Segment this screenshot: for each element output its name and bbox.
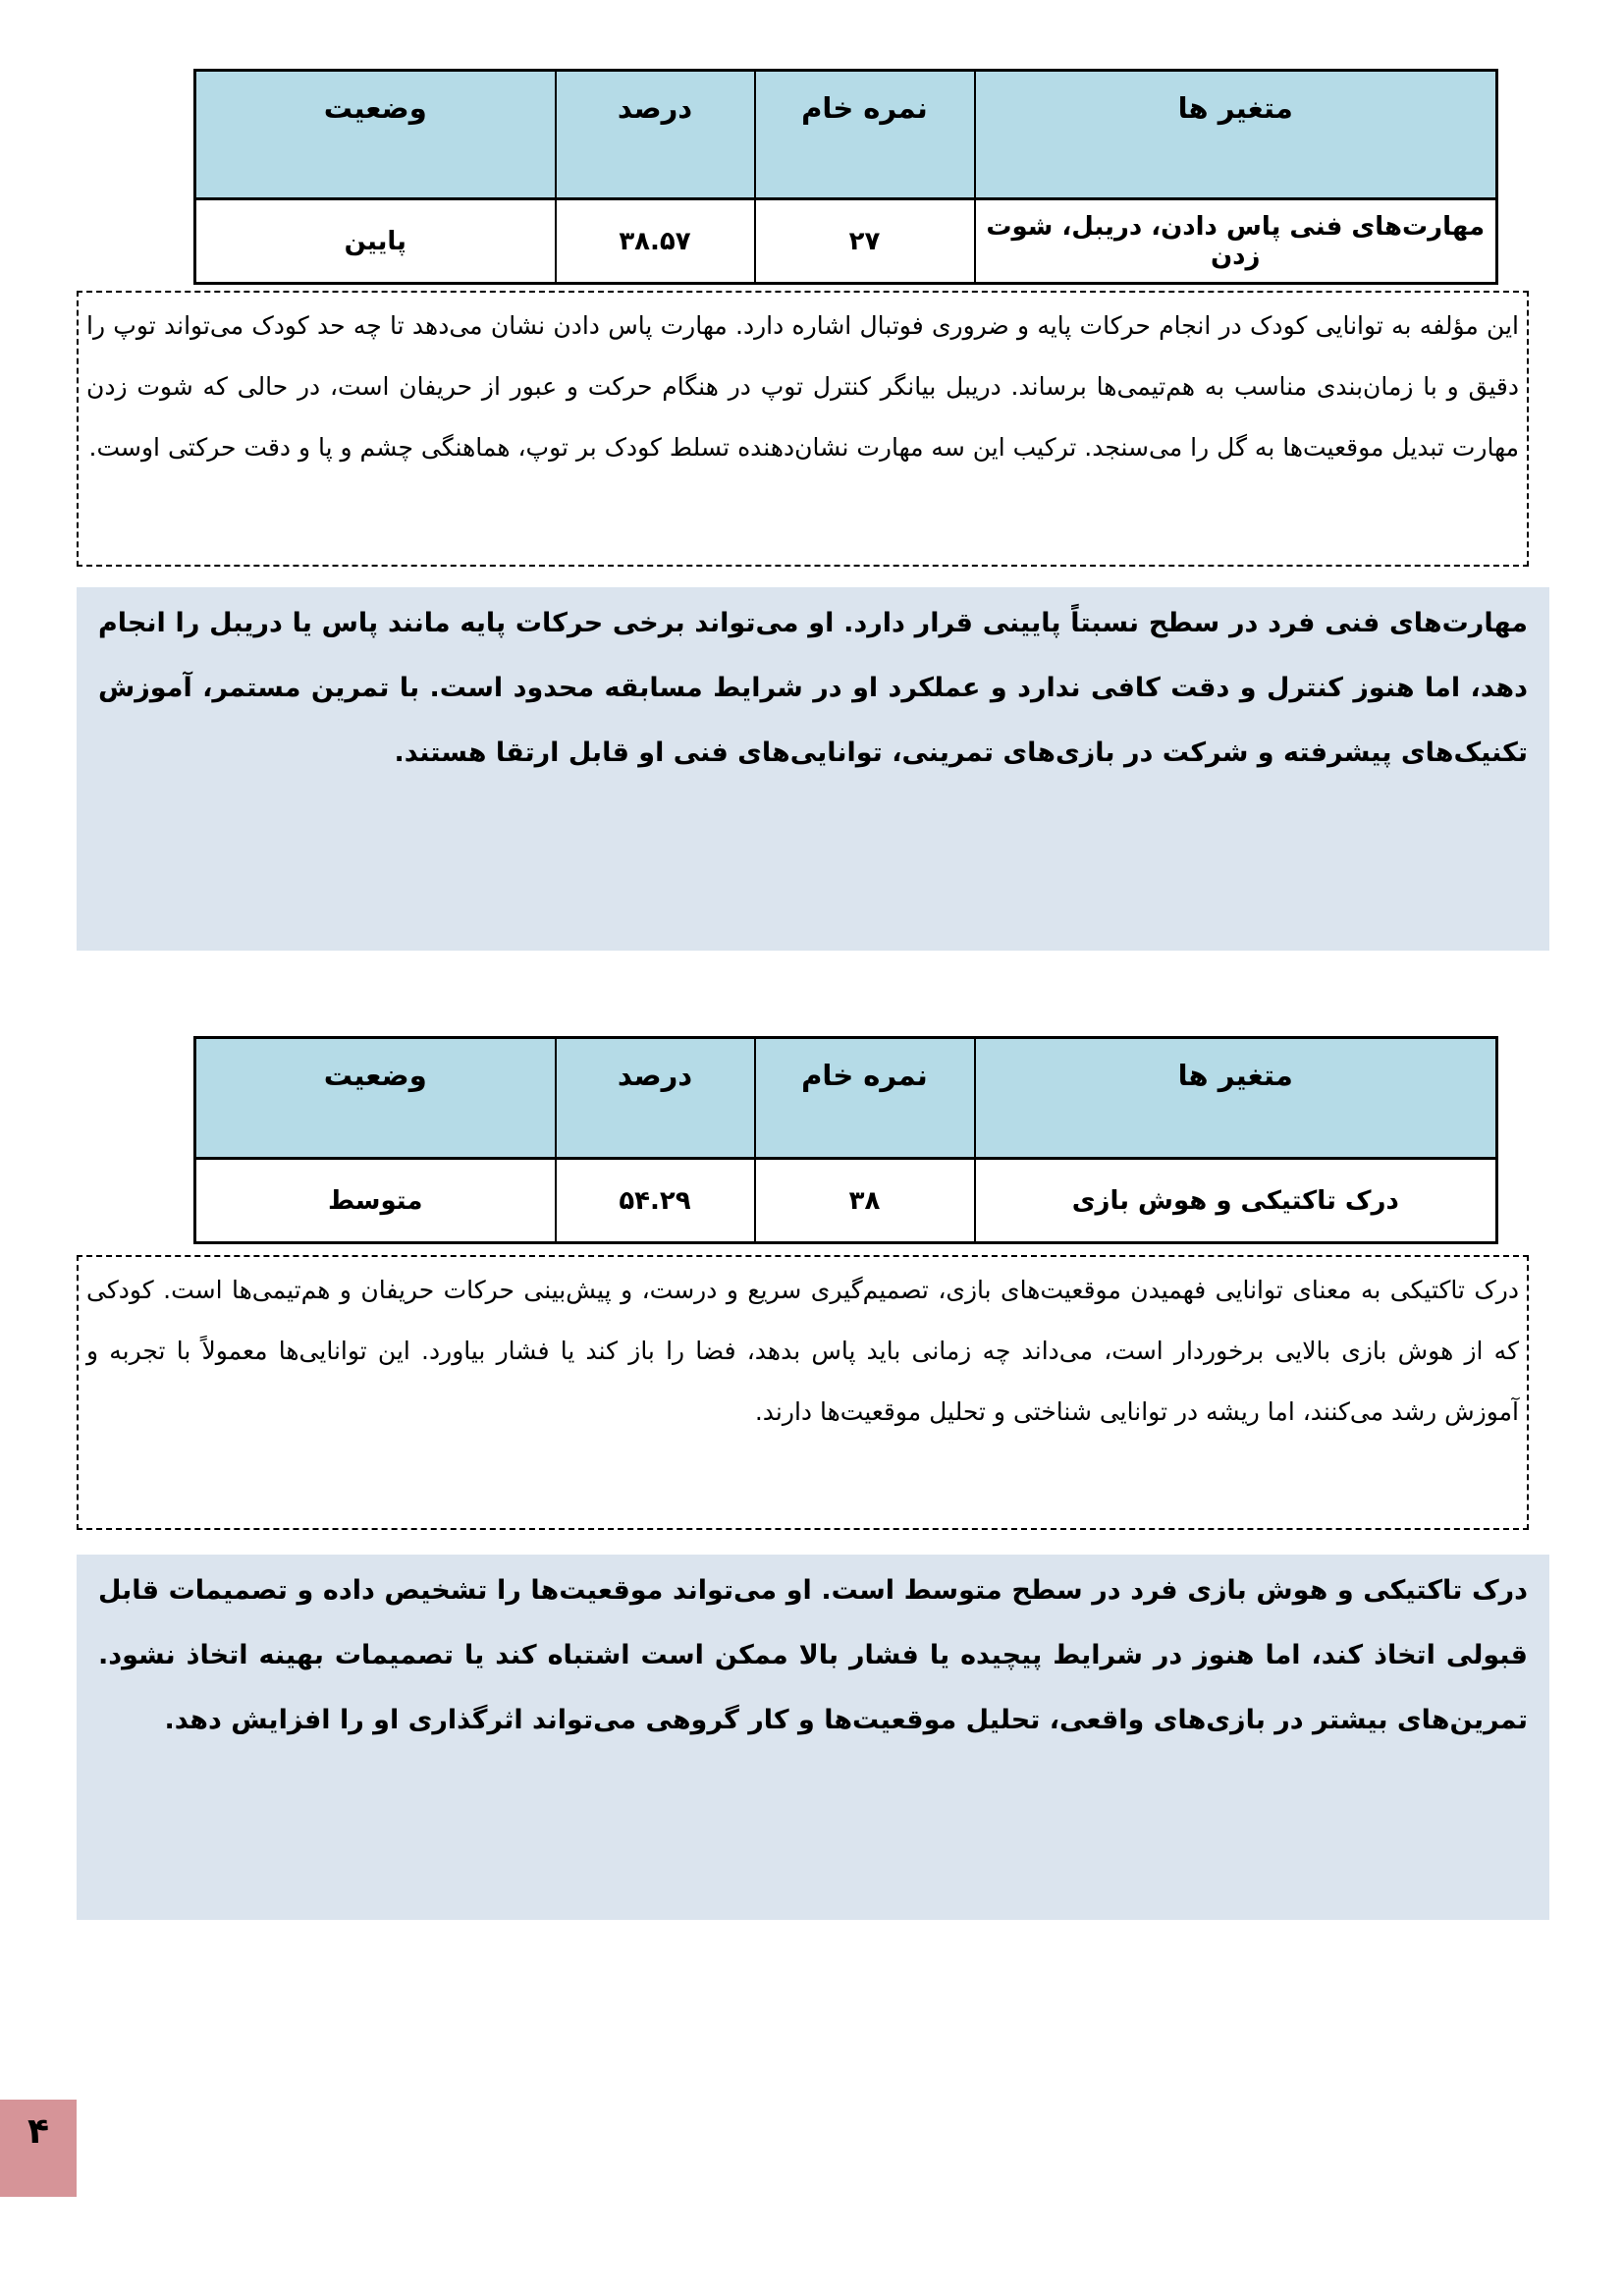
col-header-status: وضعیت [195, 71, 556, 199]
col-header-status: وضعیت [195, 1038, 556, 1159]
variables-cell: مهارت‌های فنی پاس دادن، دریبل، شوت زدن [975, 199, 1497, 284]
table-row [195, 199, 1497, 284]
raw-score-cell: ۲۷ [755, 199, 975, 284]
technical-skills-table [193, 69, 1498, 285]
col-header-variables: متغیر ها [975, 71, 1497, 199]
col-header-percent: درصد [556, 1038, 755, 1159]
col-header-variables: متغیر ها [975, 1038, 1497, 1159]
tactical-understanding-table [193, 1036, 1498, 1244]
raw-score-cell: ۳۸ [755, 1159, 975, 1243]
technical-skills-description: این مؤلفه به توانایی کودک در انجام حرکات پایه و ضروری فوتبال اشاره دارد. مهارت پاس دادن نشان می‌دهد تا چه حد کودک می‌تواند توپ را دقیق و با زمان‌بندی مناسب به هم‌تیمی‌ها برساند. دریبل بیانگر کنترل توپ در هنگام حرکت و عبور از حریفان است، در حالی که شوت زدن مهارت تبدیل موقعیت‌ها به گل را می‌سنجد. ترکیب این سه مهارت نشان‌دهنده تسلط کودک بر توپ، هماهنگی چشم و پا و دقت حرکتی اوست. [77, 291, 1529, 567]
variables-cell: درک تاکتیکی و هوش بازی [975, 1159, 1497, 1243]
tactical-understanding-description: درک تاکتیکی به معنای توانایی فهمیدن موقعیت‌های بازی، تصمیم‌گیری سریع و درست، و پیش‌بینی حرکات حریفان و هم‌تیمی‌ها است. کودکی که از هوش بازی بالایی برخوردار است، می‌داند چه زمانی باید پاس بدهد، فضا را باز کند یا فشار بیاورد. این توانایی‌ها معمولاً با تجربه و آموزش رشد می‌کنند، اما ریشه در توانایی شناختی و تحلیل موقعیت‌ها دارند. [77, 1255, 1529, 1530]
col-header-raw-score: نمره خام [755, 1038, 975, 1159]
table-header-row [195, 71, 1497, 199]
status-cell: متوسط [195, 1159, 556, 1243]
tactical-understanding-summary [77, 1555, 1549, 1920]
page-number-badge: ۴ [0, 2100, 77, 2197]
col-header-raw-score: نمره خام [755, 71, 975, 199]
percent-cell: ۵۴.۲۹ [556, 1159, 755, 1243]
tactical-understanding-summary-text: درک تاکتیکی و هوش بازی فرد در سطح متوسط است. او می‌تواند موقعیت‌ها را تشخیص داده و تصمیمات قابل قبولی اتخاذ کند، اما هنوز در شرایط پیچیده یا فشار بالا ممکن است اشتباه کند یا تصمیمات بهینه اتخاذ نشود. تمرین‌های بیشتر در بازی‌های واقعی، تحلیل موقعیت‌ها و کار گروهی می‌تواند اثرگذاری او را افزایش دهد. [98, 1575, 1528, 1735]
col-header-percent: درصد [556, 71, 755, 199]
table-row [195, 1159, 1497, 1243]
percent-cell: ۳۸.۵۷ [556, 199, 755, 284]
technical-skills-summary [77, 587, 1549, 951]
technical-skills-summary-text: مهارت‌های فنی فرد در سطح نسبتاً پایینی قرار دارد. او می‌تواند برخی حرکات پایه مانند پاس یا دریبل را انجام دهد، اما هنوز کنترل و دقت کافی ندارد و عملکرد او در شرایط مسابقه محدود است. با تمرین مستمر، آموزش تکنیک‌های پیشرفته و شرکت در بازی‌های تمرینی، توانایی‌های فنی او قابل ارتقا هستند. [98, 608, 1528, 768]
table-header-row [195, 1038, 1497, 1159]
status-cell: پایین [195, 199, 556, 284]
